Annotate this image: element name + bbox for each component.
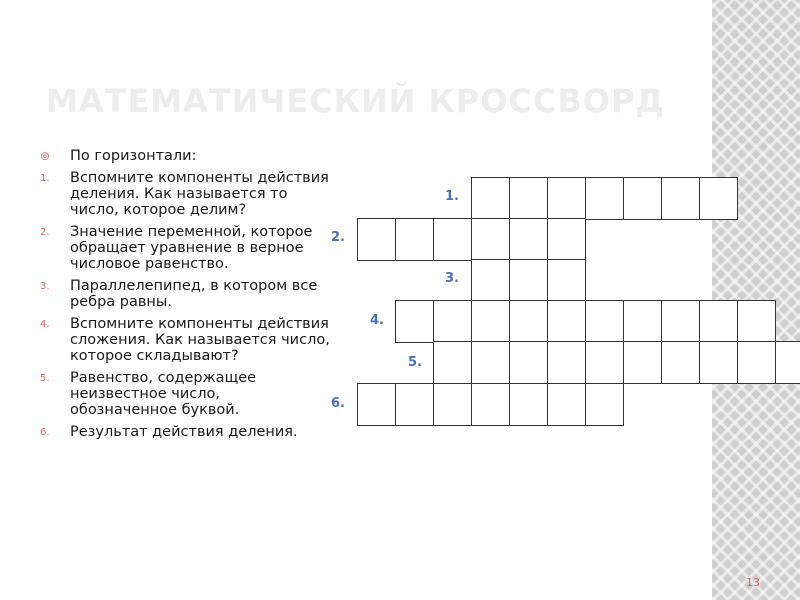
crossword-cell[interactable] <box>547 177 586 220</box>
crossword-cell[interactable] <box>585 341 624 384</box>
crossword-cell[interactable] <box>509 177 548 220</box>
page-number: 13 <box>746 576 760 589</box>
clue-marker: 2. <box>40 227 50 238</box>
crossword-cell[interactable] <box>737 300 776 343</box>
clues-heading: По горизонтали: <box>70 148 197 164</box>
crossword-cell[interactable] <box>547 383 586 426</box>
crossword-cell[interactable] <box>547 341 586 384</box>
crossword-cell[interactable] <box>699 177 738 220</box>
crossword-cell[interactable] <box>699 300 738 343</box>
crossword-row-number: 2. <box>331 230 345 245</box>
crossword-cell[interactable] <box>433 383 472 426</box>
crossword-cell[interactable] <box>433 341 472 384</box>
crossword-cell[interactable] <box>547 218 586 261</box>
crossword-row-number: 4. <box>370 313 384 328</box>
crossword-cell[interactable] <box>433 218 472 261</box>
crossword-row-number: 3. <box>445 271 459 286</box>
crossword-cell[interactable] <box>471 177 510 220</box>
crossword-cell[interactable] <box>547 300 586 343</box>
crossword-row-number: 6. <box>331 396 345 411</box>
crossword-cell[interactable] <box>395 300 434 343</box>
crossword-cell[interactable] <box>509 218 548 261</box>
clue-text: Параллелепипед, в котором все ребра равны. <box>70 278 318 310</box>
crossword-cell[interactable] <box>471 300 510 343</box>
crossword-cell[interactable] <box>585 383 624 426</box>
clue-text: Вспомните компоненты действия деления. Как называется то число, которое делим? <box>70 170 329 218</box>
crossword-cell[interactable] <box>623 341 662 384</box>
clue-marker: 6. <box>40 427 50 438</box>
crossword-cell[interactable] <box>661 177 700 220</box>
crossword-cell[interactable] <box>547 259 586 302</box>
clue-marker: 3. <box>40 281 50 292</box>
crossword-cell[interactable] <box>585 177 624 220</box>
clue-text: Равенство, содержащее неизвестное число, обозначенное буквой. <box>70 370 257 418</box>
crossword-cell[interactable] <box>509 383 548 426</box>
clue-text: Результат действия деления. <box>70 424 298 440</box>
crossword-cell[interactable] <box>509 300 548 343</box>
crossword-cell[interactable] <box>471 259 510 302</box>
crossword-cell[interactable] <box>471 341 510 384</box>
crossword-cell[interactable] <box>623 300 662 343</box>
crossword-cell[interactable] <box>433 300 472 343</box>
crossword-cell[interactable] <box>661 341 700 384</box>
crossword-cell[interactable] <box>661 300 700 343</box>
slide-title: МАТЕМАТИЧЕСКИЙ КРОССВОРД <box>46 82 665 120</box>
crossword-cell[interactable] <box>775 341 800 384</box>
clue-marker: 5. <box>40 373 50 384</box>
crossword-cell[interactable] <box>471 383 510 426</box>
crossword-cell[interactable] <box>395 383 434 426</box>
crossword-cell[interactable] <box>699 341 738 384</box>
crossword-cell[interactable] <box>509 259 548 302</box>
bullet-icon: ⊚ <box>40 149 51 163</box>
crossword-cell[interactable] <box>357 383 396 426</box>
crossword-cell[interactable] <box>471 218 510 261</box>
clue-marker: 4. <box>40 319 50 330</box>
crossword-cell[interactable] <box>509 341 548 384</box>
clue-text: Значение переменной, которое обращает уравнение в верное числовое равенство. <box>70 224 313 272</box>
crossword-cell[interactable] <box>737 341 776 384</box>
crossword-cell[interactable] <box>623 177 662 220</box>
clue-text: Вспомните компоненты действия сложения. Как называется число, которое складывают? <box>70 316 330 364</box>
crossword-row-number: 1. <box>445 189 459 204</box>
crossword-cell[interactable] <box>585 300 624 343</box>
crossword-cell[interactable] <box>395 218 434 261</box>
crossword-row-number: 5. <box>408 355 422 370</box>
crossword-cell[interactable] <box>357 218 396 261</box>
clue-marker: 1. <box>40 173 50 184</box>
